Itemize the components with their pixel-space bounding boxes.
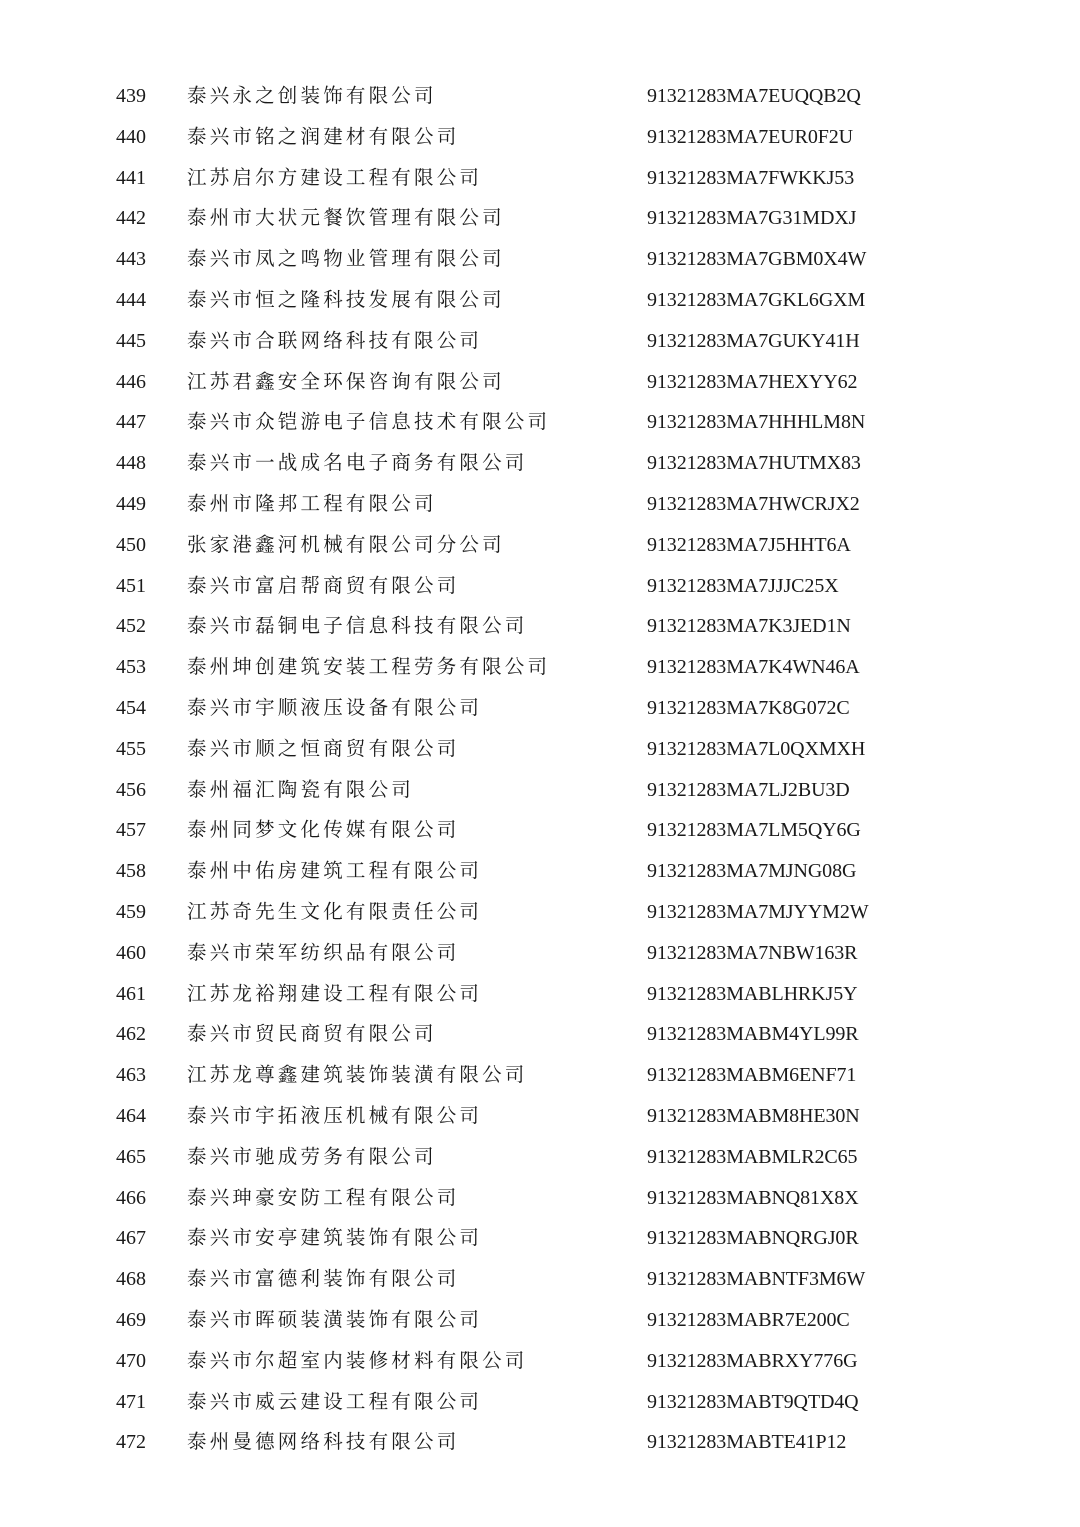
row-number: 448 <box>116 452 146 475</box>
company-name: 泰兴市贸民商贸有限公司 <box>187 1022 437 1046</box>
list-row <box>0 770 1080 811</box>
list-row <box>0 321 1080 362</box>
credit-code: 91321283MA7EUR0F2U <box>647 125 853 148</box>
company-name: 泰兴市威云建设工程有限公司 <box>187 1389 483 1413</box>
company-name: 泰兴市荣军纺织品有限公司 <box>187 940 460 964</box>
list-row <box>0 1014 1080 1055</box>
credit-code: 91321283MA7FWKKJ53 <box>647 166 855 189</box>
company-name: 江苏君鑫安全环保咨询有限公司 <box>187 369 505 393</box>
company-name: 江苏龙裕翔建设工程有限公司 <box>187 981 483 1005</box>
row-number: 449 <box>116 492 146 515</box>
company-name: 泰兴市驰成劳务有限公司 <box>187 1144 437 1168</box>
list-row <box>0 1055 1080 1096</box>
credit-code: 91321283MA7HHHLM8N <box>647 411 866 434</box>
company-name: 泰州市大状元餐饮管理有限公司 <box>187 206 505 230</box>
credit-code: 91321283MABT9QTD4Q <box>647 1390 859 1413</box>
row-number: 472 <box>116 1431 146 1454</box>
company-name: 泰兴市凤之鸣物业管理有限公司 <box>187 247 505 271</box>
company-name: 江苏龙尊鑫建筑装饰装潢有限公司 <box>187 1063 528 1087</box>
list-row <box>0 1178 1080 1219</box>
list-row <box>0 1218 1080 1259</box>
row-number: 445 <box>116 329 146 352</box>
company-name: 泰兴永之创装饰有限公司 <box>187 84 437 107</box>
credit-code: 91321283MA7EUQQB2Q <box>647 85 861 107</box>
company-name: 泰兴市尔超室内装修材料有限公司 <box>187 1348 528 1372</box>
list-row <box>0 810 1080 851</box>
company-name: 泰兴市安亭建筑装饰有限公司 <box>187 1226 483 1250</box>
row-number: 462 <box>116 1023 146 1046</box>
list-row <box>0 688 1080 729</box>
credit-code: 91321283MA7NBW163R <box>647 941 858 964</box>
row-number: 457 <box>116 819 146 842</box>
company-name: 泰兴市众铠游电子信息技术有限公司 <box>187 410 551 434</box>
company-name: 泰州同梦文化传媒有限公司 <box>187 818 460 842</box>
credit-code: 91321283MA7MJYYM2W <box>647 900 869 923</box>
credit-code: 91321283MA7K8G072C <box>647 696 850 719</box>
credit-code: 91321283MABM4YL99R <box>647 1023 859 1046</box>
row-number: 440 <box>116 125 146 148</box>
list-row <box>0 443 1080 484</box>
list-row <box>0 484 1080 525</box>
company-name: 泰兴市铭之润建材有限公司 <box>187 124 460 148</box>
company-name: 泰兴市合联网络科技有限公司 <box>187 328 483 352</box>
list-row <box>0 647 1080 688</box>
row-number: 456 <box>116 778 146 801</box>
credit-code: 91321283MABNQRGJ0R <box>647 1227 859 1250</box>
company-name: 泰兴市宇顺液压设备有限公司 <box>187 695 483 719</box>
row-number: 447 <box>116 411 146 434</box>
credit-code: 91321283MABR7E200C <box>647 1308 850 1331</box>
row-number: 458 <box>116 860 146 883</box>
list-row <box>0 851 1080 892</box>
row-number: 461 <box>116 982 146 1005</box>
row-number: 453 <box>116 656 146 679</box>
company-name: 泰兴市顺之恒商贸有限公司 <box>187 736 460 760</box>
list-row <box>0 1382 1080 1423</box>
row-number: 455 <box>116 737 146 760</box>
credit-code: 91321283MABTE41P12 <box>647 1431 847 1454</box>
list-row <box>0 1422 1080 1463</box>
row-number: 463 <box>116 1064 146 1087</box>
credit-code: 91321283MA7HEXYY62 <box>647 370 858 393</box>
credit-code: 91321283MA7HUTMX83 <box>647 452 861 475</box>
credit-code: 91321283MA7GUKY41H <box>647 329 860 352</box>
company-name: 泰州中佑房建筑工程有限公司 <box>187 859 483 883</box>
list-row <box>0 892 1080 933</box>
list-row <box>0 1137 1080 1178</box>
row-number: 446 <box>116 370 146 393</box>
list-row <box>0 1341 1080 1382</box>
list-row <box>0 606 1080 647</box>
list-row <box>0 158 1080 199</box>
credit-code: 91321283MABLHRKJ5Y <box>647 982 858 1005</box>
company-name: 张家港鑫河机械有限公司分公司 <box>187 532 505 556</box>
list-row <box>0 974 1080 1015</box>
company-name: 泰州福汇陶瓷有限公司 <box>187 777 415 801</box>
company-name: 泰兴市富启帮商贸有限公司 <box>187 573 460 597</box>
row-number: 465 <box>116 1145 146 1168</box>
row-number: 459 <box>116 900 146 923</box>
credit-code: 91321283MA7LJ2BU3D <box>647 778 850 801</box>
row-number: 454 <box>116 696 146 719</box>
company-name: 泰州曼德网络科技有限公司 <box>187 1430 460 1454</box>
credit-code: 91321283MA7GKL6GXM <box>647 288 866 311</box>
row-number: 466 <box>116 1186 146 1209</box>
row-number: 444 <box>116 288 146 311</box>
list-row <box>0 239 1080 280</box>
company-name: 江苏启尔方建设工程有限公司 <box>187 165 483 189</box>
row-number: 471 <box>116 1390 146 1413</box>
credit-code: 91321283MA7K4WN46A <box>647 656 860 679</box>
credit-code: 91321283MA7L0QXMXH <box>647 737 866 760</box>
list-row <box>0 933 1080 974</box>
list-row <box>0 1300 1080 1341</box>
credit-code: 91321283MABMLR2C65 <box>647 1145 858 1168</box>
company-name: 泰兴市晖硕装潢装饰有限公司 <box>187 1307 483 1331</box>
credit-code: 91321283MA7MJNG08G <box>647 860 857 883</box>
row-number: 464 <box>116 1104 146 1127</box>
row-number: 442 <box>116 207 146 230</box>
credit-code: 91321283MA7K3JED1N <box>647 615 851 638</box>
credit-code: 91321283MA7GBM0X4W <box>647 248 867 271</box>
list-row <box>0 76 1080 117</box>
company-name: 泰兴市恒之隆科技发展有限公司 <box>187 287 505 311</box>
credit-code: 91321283MA7LM5QY6G <box>647 819 861 842</box>
company-name: 泰兴市一战成名电子商务有限公司 <box>187 451 528 475</box>
row-number: 451 <box>116 574 146 597</box>
row-number: 443 <box>116 248 146 271</box>
credit-code: 91321283MABRXY776G <box>647 1349 858 1372</box>
row-number: 452 <box>116 615 146 638</box>
list-row <box>0 117 1080 158</box>
row-number: 439 <box>116 85 146 107</box>
credit-code: 91321283MABNQ81X8X <box>647 1186 859 1209</box>
list-row <box>0 1259 1080 1300</box>
row-number: 470 <box>116 1349 146 1372</box>
row-number: 467 <box>116 1227 146 1250</box>
credit-code: 91321283MA7J5HHT6A <box>647 533 851 556</box>
credit-code: 91321283MABM6ENF71 <box>647 1064 857 1087</box>
company-name: 泰兴市富德利装饰有限公司 <box>187 1267 460 1291</box>
list-row <box>0 729 1080 770</box>
list-row <box>0 525 1080 566</box>
row-number: 441 <box>116 166 146 189</box>
list-row <box>0 280 1080 321</box>
list-row <box>0 1096 1080 1137</box>
company-name: 泰兴珅豪安防工程有限公司 <box>187 1185 460 1209</box>
row-number: 469 <box>116 1308 146 1331</box>
company-name: 泰兴市宇拓液压机械有限公司 <box>187 1103 483 1127</box>
list-row <box>0 566 1080 607</box>
credit-code: 91321283MABNTF3M6W <box>647 1268 866 1291</box>
list-row <box>0 198 1080 239</box>
company-name: 泰州坤创建筑安装工程劳务有限公司 <box>187 655 551 679</box>
row-number: 460 <box>116 941 146 964</box>
list-row <box>0 402 1080 443</box>
company-name: 江苏奇先生文化有限责任公司 <box>187 899 483 923</box>
credit-code: 91321283MABM8HE30N <box>647 1104 860 1127</box>
list-row <box>0 362 1080 403</box>
company-list <box>0 76 1080 1463</box>
credit-code: 91321283MA7HWCRJX2 <box>647 492 860 515</box>
company-name: 泰兴市磊铜电子信息科技有限公司 <box>187 614 528 638</box>
row-number: 468 <box>116 1268 146 1291</box>
credit-code: 91321283MA7G31MDXJ <box>647 207 857 230</box>
credit-code: 91321283MA7JJJC25X <box>647 574 839 597</box>
row-number: 450 <box>116 533 146 556</box>
company-name: 泰州市隆邦工程有限公司 <box>187 491 437 515</box>
